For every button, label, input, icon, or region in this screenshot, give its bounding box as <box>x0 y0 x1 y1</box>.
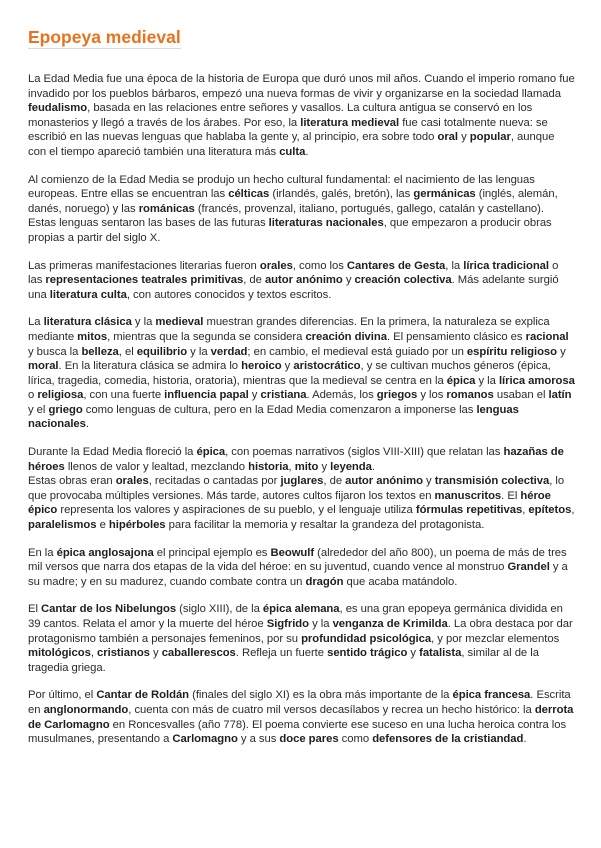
text-run: (inglés, alemán, danés, noruego) y las <box>28 188 558 215</box>
text-run: y la <box>131 316 156 329</box>
text-run: , la <box>445 259 464 272</box>
paragraph <box>28 173 575 246</box>
text-run: el principal ejemplo es <box>153 546 271 559</box>
bold-term: célticas <box>228 188 270 201</box>
bold-term: Grandel <box>507 561 550 574</box>
text-run: Al comienzo de la Edad Media se produjo un hecho cultural fundamental: el nacimiento de las lenguas europeas. Entre ellas se encuentran las <box>28 173 535 201</box>
text-run: , es una gran epopeya germánica dividida en 39 cantos. Relata el amor y la muerte del héroe <box>28 603 563 630</box>
text-run: , de <box>323 475 346 488</box>
bold-term: espíritu religioso <box>466 345 558 358</box>
text-run: , lo que provocaba múltiples versiones. Más tarde, autores cultos fijaron los textos en <box>28 475 565 502</box>
bold-term: culta <box>279 145 306 158</box>
text-run: . Más adelante surgió una <box>28 274 559 301</box>
text-run: y <box>422 475 435 488</box>
text-run: (alrededor del año 800), un poema de más de tres mil versos que narra dos etapas de la vida del héroe: en su juventud, cuando vence al monstruo <box>28 546 567 574</box>
bold-term: Cantar de los Nibelungos <box>41 603 177 616</box>
document-body <box>28 72 575 747</box>
text-run: , y se cultivan muchos géneros (épica, lírica, tragedia, comedia, historia, oratoria), mientras que la medieval se centra en la <box>28 360 551 387</box>
bold-term: literatura medieval <box>300 116 400 129</box>
bold-term: griego <box>48 403 83 416</box>
text-run: . La obra destaca por dar protagonismo también a personajes femeninos, por su <box>28 618 573 645</box>
bold-term: racional <box>525 330 569 343</box>
text-run: El <box>28 603 42 616</box>
bold-term: feudalismo <box>28 102 88 115</box>
text-run: ; en cambio, el medieval está guiado por un <box>247 345 467 358</box>
bold-term: dragón <box>305 575 344 588</box>
bold-term: defensores de la cristiandad <box>372 733 524 746</box>
bold-term: orales <box>115 475 149 488</box>
bold-term: religiosa <box>37 389 84 402</box>
text-run: . El pensamiento clásico es <box>386 330 526 343</box>
bold-term: literaturas nacionales <box>268 217 384 230</box>
text-run: y <box>318 460 331 473</box>
text-run: . <box>305 145 309 158</box>
bold-term: griegos <box>376 389 418 402</box>
bold-term: representaciones teatrales primitivas <box>45 274 244 287</box>
bold-term: leyenda <box>330 460 372 473</box>
text-run: Durante la Edad Media floreció la <box>28 446 197 459</box>
text-run: llenos de valor y lealtad, mezclando <box>64 460 249 473</box>
bold-term: Carlomagno <box>172 733 238 746</box>
text-run: , como los <box>292 259 347 272</box>
paragraph <box>28 315 575 432</box>
bold-term: moral <box>28 360 59 373</box>
bold-term: hipérboles <box>108 519 166 532</box>
bold-term: literatura culta <box>49 288 127 301</box>
bold-term: equilibrio <box>136 345 188 358</box>
text-run: , basada en las relaciones entre señores y vasallos. La cultura antigua se conservó en los monasterios y llegó a través de los árabes. Por eso, la <box>28 102 533 129</box>
text-run: . <box>523 733 527 746</box>
text-run: (finales del siglo XI) es la obra más importante de la <box>189 689 453 702</box>
bold-term: historia <box>248 460 289 473</box>
text-run: y <box>458 131 470 144</box>
text-run: , con una fuerte <box>83 389 165 402</box>
text-run: o <box>28 389 38 402</box>
text-run: y <box>342 274 355 287</box>
bold-term: derrota de Carlomagno <box>28 703 574 731</box>
bold-term: cristianos <box>97 647 150 660</box>
bold-term: épica anglosajona <box>56 546 154 559</box>
text-run: para facilitar la memoria y resaltar la grandeza del protagonista. <box>165 519 485 532</box>
bold-term: popular <box>469 131 511 144</box>
bold-term: profundidad psicológica <box>301 632 432 645</box>
text-run: (irlandés, galés, bretón), las <box>269 188 414 201</box>
text-run: . Refleja un fuerte <box>235 647 328 660</box>
bold-term: Beowulf <box>270 546 315 559</box>
text-run: Estas obras eran <box>28 475 116 488</box>
text-run: , cuenta con más de cuatro mil versos decasílabos y recrea un hecho histórico: la <box>128 703 535 716</box>
text-run: como <box>338 733 373 746</box>
text-run: , el <box>118 345 137 358</box>
text-run: como lenguas de cultura, pero en la Edad Media comenzaron a imponerse las <box>82 403 477 416</box>
text-run: . <box>371 460 375 473</box>
text-run: . Además, los <box>306 389 377 402</box>
text-run: que acaba matándolo. <box>343 575 458 588</box>
bold-term: orales <box>259 259 293 272</box>
bold-term: juglares <box>280 475 324 488</box>
bold-term: manuscritos <box>434 489 502 502</box>
bold-term: románicas <box>138 202 195 215</box>
bold-term: sentido trágico <box>327 647 408 660</box>
text-run: Las primeras manifestaciones literarias fueron <box>28 259 260 272</box>
text-run: (siglo XIII), de la <box>176 603 263 616</box>
bold-term: fórmulas repetitivas <box>415 504 523 517</box>
bold-term: cristiana <box>260 389 307 402</box>
bold-term: Sigfrido <box>266 618 310 630</box>
bold-term: creación divina <box>305 330 387 343</box>
paragraph <box>28 445 575 533</box>
text-run: La <box>28 316 44 329</box>
bold-term: épica <box>196 446 226 459</box>
text-run: . <box>85 418 89 431</box>
bold-term: venganza de Krimilda <box>332 618 448 630</box>
text-run: , aunque con el tiempo apareció también una literatura más <box>28 131 555 158</box>
text-run: , similar al de la tragedia griega. <box>28 647 539 674</box>
text-run: . Escrita en <box>28 689 571 716</box>
text-run: en Roncesvalles (año 778). El poema convierte ese suceso en una lucha heroica contra los musulmanes, presentando a <box>28 718 567 746</box>
text-run: , con poemas narrativos (siglos VIII-XIII) que relatan las <box>225 446 504 459</box>
text-run: (francés, provenzal, italiano, portugués, gallego, catalán y castellano). Estas lenguas sentaron las bases de las futuras <box>28 202 544 230</box>
text-run: y la <box>309 618 333 630</box>
text-run: muestran grandes diferencias. En la primera, la naturaleza se explica mediante <box>28 316 550 343</box>
text-run: y <box>248 389 261 402</box>
text-run: Por último, el <box>28 689 97 702</box>
bold-term: doce pares <box>279 733 339 746</box>
bold-term: fatalista <box>419 647 462 660</box>
paragraph <box>28 72 575 160</box>
bold-term: literatura clásica <box>43 316 132 329</box>
text-run: . El <box>501 489 521 502</box>
text-run: En la <box>28 546 57 559</box>
text-run: y el <box>28 403 49 416</box>
text-run: y <box>149 647 162 660</box>
text-run: . En la literatura clásica se admira lo <box>58 360 242 373</box>
text-run: , <box>288 460 295 473</box>
paragraph <box>28 259 575 303</box>
bold-term: romanos <box>446 389 494 402</box>
text-run: o las <box>28 259 559 287</box>
bold-term: épica <box>446 374 476 387</box>
bold-term: medieval <box>155 316 204 329</box>
bold-term: Cantares de Gesta <box>346 259 446 272</box>
text-run: e <box>96 519 109 532</box>
bold-term: latín <box>548 389 572 402</box>
bold-term: Cantar de Roldán <box>96 689 190 702</box>
bold-term: belleza <box>81 345 119 358</box>
bold-term: épica francesa <box>452 689 531 702</box>
text-run: , de <box>243 274 265 287</box>
paragraph <box>28 546 575 590</box>
text-run: y a su madre; y en su madurez, cuando combate contra un <box>28 561 568 588</box>
text-run: , que empezaron a producir obras propias a partir del siglo X. <box>28 217 552 244</box>
bold-term: anglonormando <box>43 703 129 716</box>
text-run: y <box>407 647 420 660</box>
bold-term: lenguas nacionales <box>28 403 519 431</box>
text-run: y la <box>475 374 499 387</box>
bold-term: transmisión colectiva <box>434 475 550 488</box>
bold-term: caballerescos <box>161 647 236 660</box>
bold-term: mitos <box>77 330 108 343</box>
text-run: , recitadas o cantadas por <box>148 475 281 488</box>
bold-term: influencia papal <box>164 389 249 402</box>
text-run: fue casi totalmente nueva: se escribió en las nuevas lenguas que hablaba la gente y, al principio, era sobre todo <box>28 116 548 144</box>
text-run: , mientras que la segunda se considera <box>107 330 306 343</box>
bold-term: épica alemana <box>262 603 340 616</box>
text-run: La Edad Media fue una época de la historia de Europa que duró unos mil años. Cuando el imperio romano fue invadido por los pueblos bárbaros, empezó una nueva formas de vivir y organizarse en la sociedad llamada <box>28 73 575 100</box>
bold-term: lírica tradicional <box>463 259 549 272</box>
bold-term: hazañas de héroes <box>28 446 564 473</box>
bold-term: mito <box>294 460 319 473</box>
paragraph <box>28 602 575 675</box>
text-run: representa los valores y aspiraciones de su pueblo, y el lenguaje utiliza <box>57 504 416 517</box>
bold-term: aristocrático <box>293 360 361 373</box>
text-run: y <box>557 345 566 358</box>
text-run: , <box>571 504 575 517</box>
bold-term: oral <box>437 131 458 144</box>
text-run: y los <box>417 389 447 402</box>
text-run: , con autores conocidos y textos escritos. <box>126 288 332 301</box>
text-run: y a sus <box>237 733 280 746</box>
text-run: , <box>90 647 98 660</box>
text-run: y <box>281 360 294 373</box>
text-run: y busca la <box>28 345 82 358</box>
bold-term: héroe épico <box>28 489 551 517</box>
bold-term: paralelismos <box>28 519 97 532</box>
paragraph <box>28 688 575 746</box>
page-title: Epopeya medieval <box>28 27 181 47</box>
bold-term: autor anónimo <box>345 475 423 488</box>
text-run: y la <box>187 345 211 358</box>
bold-term: verdad <box>210 345 248 358</box>
text-run: , y por mezclar elementos <box>431 632 560 645</box>
bold-term: autor anónimo <box>264 274 343 287</box>
bold-term: heroico <box>241 360 282 373</box>
bold-term: mitológicos <box>28 647 91 660</box>
bold-term: lírica amorosa <box>498 374 575 387</box>
bold-term: epítetos <box>528 504 572 517</box>
bold-term: germánicas <box>413 188 476 201</box>
text-run: usaban el <box>493 389 549 402</box>
text-run: , <box>522 504 529 517</box>
bold-term: creación colectiva <box>354 274 452 287</box>
